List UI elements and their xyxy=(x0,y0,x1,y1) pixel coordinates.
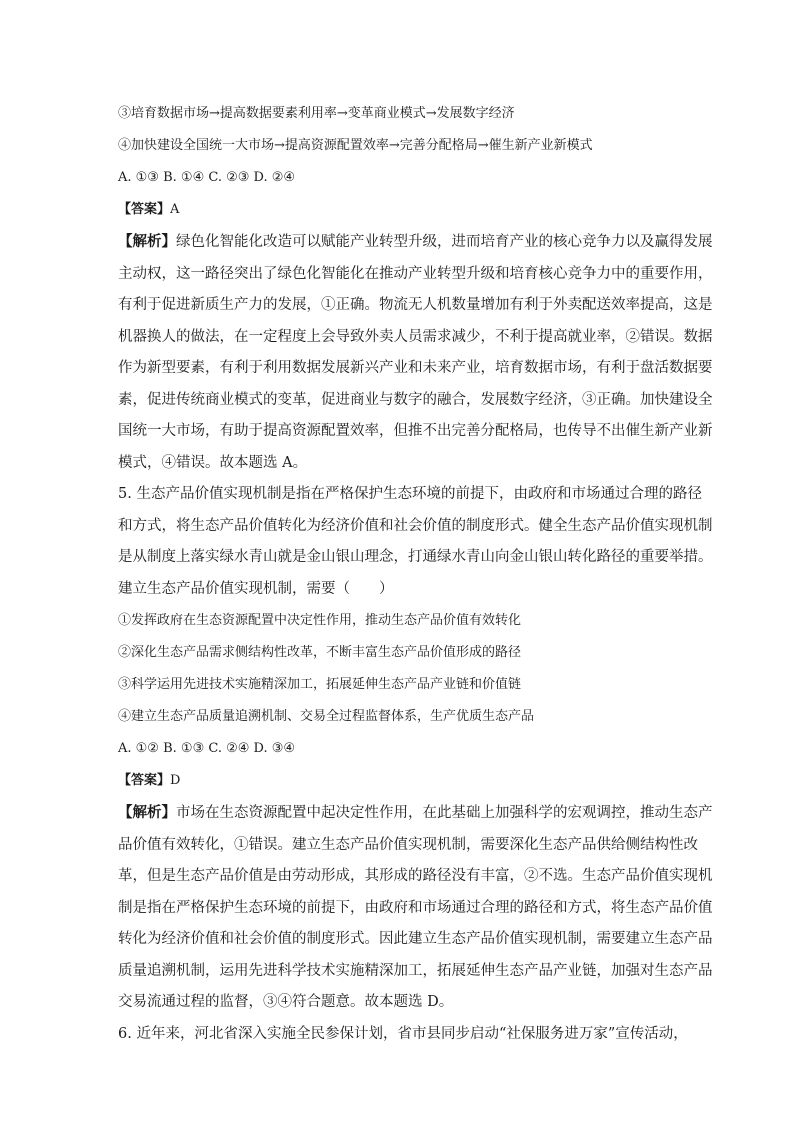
q4-analysis xyxy=(118,226,716,479)
q4-option-4: ④加快建设全国统一大市场→提高资源配置效率→完善分配格局→催生新产业新模式 xyxy=(118,138,593,153)
q5-analysis xyxy=(118,797,716,1019)
q4-option-3: ③培育数据市场→提高数据要素利用率→变革商业模式→发展数字经济 xyxy=(118,106,515,121)
q5-option-2: ②深化生态产品需求侧结构性改革，不断丰富生态产品价值形成的路径 xyxy=(118,645,522,660)
q4-choices: A. ①③ B. ①④ C. ②③ D. ②④ xyxy=(118,170,296,185)
answer-value: A xyxy=(170,202,180,217)
analysis-text: 市场在生态资源配置中起决定性作用，在此基础上加强科学的宏观调控，推动生态产品价值有效转化，①错误。建立生态产品价值实现机制，需要深化生态产品供给侧结构性改革，但是生态产品价值是由劳动形成，其形成的路径没有丰富，②不选。生态产品价值实现机制是指在严格保护生态环境的前提下，由政府和市场通过合理的路径和方式，将生态产品价值转化为经济价值和社会价值的制度形式。因此建立生态产品价值实现机制，需要建立生态产品质量追溯机制，运用先进科学技术实施精深加工，拓展延伸生态产品产业链，加强对生态产品交易流通过程的监督，③④符合题意。故本题选 D。 xyxy=(118,805,713,1010)
q5-option-4: ④建立生态产品质量追溯机制、交易全过程监督体系，生产优质生态产品 xyxy=(118,709,535,724)
answer-tag: 【答案】 xyxy=(118,773,171,788)
q5-answer xyxy=(118,765,716,797)
analysis-tag: 【解析】 xyxy=(118,804,176,821)
q6-stem: 6. 近年来，河北省深入实施全民参保计划，省市县同步启动“社保服务进万家”宣传活动， xyxy=(118,1025,688,1042)
q4-answer xyxy=(118,194,716,226)
answer-tag: 【答案】 xyxy=(118,202,171,217)
answer-value: D xyxy=(170,773,181,788)
analysis-tag: 【解析】 xyxy=(118,233,176,250)
q5-option-3: ③科学运用先进技术实施精深加工，拓展延伸生态产品产业链和价值链 xyxy=(118,677,522,692)
q5-choices: A. ①② B. ①③ C. ②④ D. ③④ xyxy=(118,741,296,756)
q5-stem: 5. 生态产品价值实现机制是指在严格保护生态环境的前提下，由政府和市场通过合理的路径和方式，将生态产品价值转化为经济价值和社会价值的制度形式。健全生态产品价值实现机制是从制度上落实绿水青山就是金山银山理念，打通绿水青山向金山银山转化路径的重要举措。建立生态产品价值实现机制，需要（ ） xyxy=(118,486,713,597)
analysis-text: 绿色化智能化改造可以赋能产业转型升级，进而培育产业的核心竞争力以及赢得发展主动权，这一路径突出了绿色化智能化在推动产业转型升级和培育核心竞争力中的重要作用，有利于促进新质生产力的发展，①正确。物流无人机数量增加有利于外卖配送效率提高，这是机器换人的做法，在一定程度上会导致外卖人员需求减少，不利于提高就业率，②错误。数据作为新型要素，有利于利用数据发展新兴产业和未来产业，培育数据市场，有利于盘活数据要素，促进传统商业模式的变革，促进商业与数字的融合，发展数字经济，③正确。加快建设全国统一大市场，有助于提高资源配置效率，但推不出完善分配格局，也传导不出催生新产业新模式，④错误。故本题选 A。 xyxy=(118,234,713,471)
q5-option-1: ①发挥政府在生态资源配置中决定性作用，推动生态产品价值有效转化 xyxy=(118,613,522,628)
